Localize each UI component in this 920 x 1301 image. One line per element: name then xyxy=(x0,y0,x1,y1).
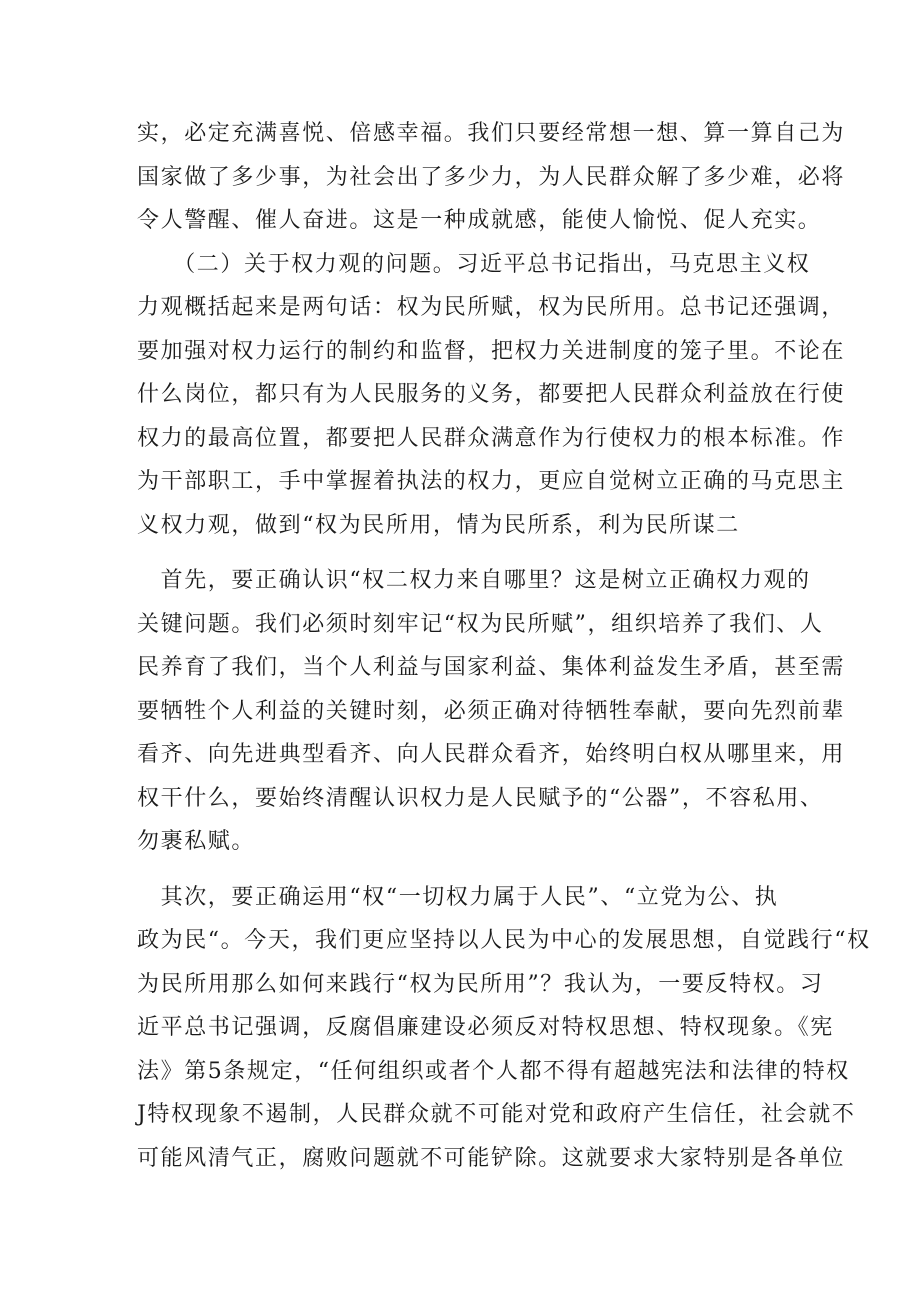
text-line: 民养育了我们，当个人利益与国家利益、集体利益发生矛盾，甚至需 xyxy=(137,655,846,680)
paragraph-4 xyxy=(137,876,871,1181)
text-line: 近平总书记强调，反腐倡廉建设必须反对特权思想、特权现象。《宪 xyxy=(137,1015,835,1040)
text-line: 权力的最高位置，都要把人民群众满意作为行使权力的根本标准。作 xyxy=(137,425,846,451)
text-line: 可能风清气正，腐败问题就不可能铲除。这就要求大家特别是各单位 xyxy=(137,1145,846,1171)
text-line: 其次，要正确运用“权“一切权力属于人民”、“立党为公、执 xyxy=(137,884,779,910)
text-line: 为民所用那么如何来践行“权为民所用”？我认为，一要反特权。习 xyxy=(137,971,824,997)
paragraph-2 xyxy=(137,243,846,548)
text-line: 要牺牲个人利益的关键时刻，必须正确对待牺牲奉献，要向先烈前辈 xyxy=(137,698,846,724)
text-line: J特权现象不遏制，人民群众就不可能对党和政府产生信任，社会就不 xyxy=(137,1102,856,1127)
text-line: 勿裹私赋。 xyxy=(137,829,256,854)
text-line: 实，必定充满喜悦、倍感幸福。我们只要经常想一想、算一算自己为 xyxy=(137,121,846,146)
text-line: 关键问题。我们必须时刻牢记“权为民所赋”，组织培养了我们、人 xyxy=(137,611,824,637)
text-line: 政为民“。今天，我们更应坚持以人民为中心的发展思想，自觉践行“权 xyxy=(137,928,871,953)
document-page xyxy=(137,112,871,1180)
text-line: 义权力观，做到“权为民所用，情为民所系，利为民所谋二 xyxy=(137,512,740,538)
text-line: 国家做了多少事，为社会出了多少力，为人民群众解了多少难，必将 xyxy=(137,164,846,190)
text-line: 什么岗位，都只有为人民服务的义务，都要把人民群众利益放在行使 xyxy=(137,382,846,407)
paragraph-1 xyxy=(137,112,846,243)
text-line: 看齐、向先进典型看齐、向人民群众看齐，始终明白权从哪里来，用 xyxy=(137,742,846,767)
text-line: 要加强对权力运行的制约和监督，把权力关进制度的笼子里。不论在 xyxy=(137,338,846,364)
text-line: 力观概括起来是两句话：权为民所赋，权为民所用。总书记还强调， xyxy=(137,295,846,320)
text-line: 令人警醒、催人奋进。这是一种成就感，能使人愉悦、促人充实。 xyxy=(137,208,822,233)
text-line: 首先，要正确认识“权二权力来自哪里？这是树立正确权力观的 xyxy=(137,568,811,593)
text-line: （二）关于权力观的问题。习近平总书记指出，马克思主义权 xyxy=(137,251,811,277)
text-line: 为干部职工，手中掌握着执法的权力，更应自觉树立正确的马克思主 xyxy=(137,469,846,494)
text-line: 法》第5条规定，“任何组织或者个人都不得有超越宪法和法律的特权 xyxy=(137,1058,850,1084)
text-line: 权干什么，要始终清醒认识权力是人民赋予的“公器”，不容私用、 xyxy=(137,785,824,811)
paragraph-3 xyxy=(137,559,846,864)
